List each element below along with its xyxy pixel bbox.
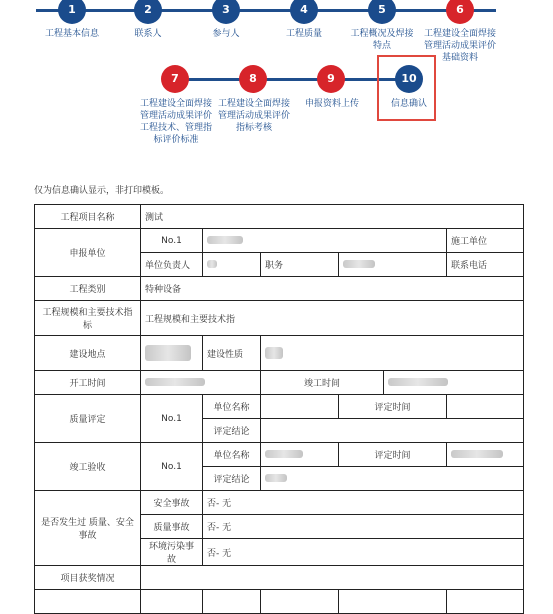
nature-value [261, 336, 524, 371]
row-project-name [35, 205, 524, 229]
step-8-circle: 8 [239, 65, 267, 93]
step-10-label: 信息确认 [390, 99, 427, 109]
category-value: 特种设备 [141, 277, 524, 301]
redacted-acceptance-result [265, 474, 287, 482]
step-2-label: 联系人 [134, 29, 162, 39]
quality-label: 质量评定 [35, 395, 141, 443]
step-1-label: 工程基本信息 [44, 29, 99, 39]
row-acceptance-1 [35, 443, 524, 467]
acceptance-label: 竣工验收 [35, 443, 141, 491]
phone-label: 联系电话 [451, 261, 488, 271]
step-4-circle: 4 [290, 0, 318, 24]
step-3-circle: 3 [212, 0, 240, 24]
row-scale [35, 301, 524, 336]
construction-unit-label: 施工单位 [447, 229, 524, 253]
redacted-nature [265, 347, 283, 359]
unit-leader-label: 单位负责人 [141, 253, 203, 277]
progress-stepper [0, 0, 553, 180]
awards-sub-cell-6 [447, 590, 524, 614]
step-4-label: 工程质量 [285, 29, 322, 39]
step-5-label: 工程概况及焊接特点 [350, 29, 414, 51]
env-accident-value: 否- 无 [203, 539, 524, 566]
quality-eval-time-value [447, 395, 524, 419]
quality-no: No.1 [141, 395, 203, 443]
acceptance-no: No.1 [141, 443, 203, 491]
quality-eval-result-value [261, 419, 524, 443]
quality-eval-result-label: 评定结论 [203, 419, 261, 443]
step-9-label: 申报资料上传 [304, 99, 359, 109]
redacted-leader [207, 260, 217, 268]
redacted-start [145, 378, 205, 386]
acceptance-unit-name-label: 单位名称 [203, 443, 261, 467]
position-value [339, 253, 447, 277]
redacted-position [343, 260, 375, 268]
row-location [35, 336, 524, 371]
location-label: 建设地点 [35, 336, 141, 371]
start-label: 开工时间 [35, 371, 141, 395]
redacted-applicant [207, 236, 243, 244]
acceptance-eval-time-label: 评定时间 [339, 443, 447, 467]
location-value [141, 336, 203, 371]
redacted-acceptance-unit [265, 450, 303, 458]
step-3-label: 参与人 [212, 29, 240, 39]
redacted-complete-time [388, 378, 448, 386]
nature-label: 建设性质 [203, 336, 261, 371]
safety-value: 否- 无 [203, 491, 524, 515]
applicant-name-value [203, 229, 447, 253]
step-5-circle: 5 [368, 0, 396, 24]
quality-accident-value: 否- 无 [203, 515, 524, 539]
row-applicant-1 [35, 229, 524, 253]
incident-label: 是否发生过 质量、安全事故 [35, 491, 141, 566]
row-category [35, 277, 524, 301]
awards-sub-cell-4 [261, 590, 339, 614]
complete-time-label: 竣工时间 [261, 371, 384, 395]
row-quality-1 [35, 395, 524, 419]
step-7-circle: 7 [161, 65, 189, 93]
complete-time-value [384, 371, 524, 395]
redacted-acceptance-time [451, 450, 503, 458]
scale-value: 工程规模和主要技术指 [141, 301, 524, 336]
quality-accident-label: 质量事故 [141, 515, 203, 539]
acceptance-eval-result-label: 评定结论 [203, 467, 261, 491]
step-6-label: 工程建设全面焊接管理活动成果评价基础资料 [424, 29, 497, 63]
row-dates [35, 371, 524, 395]
applicant-label: 申报单位 [35, 229, 141, 277]
step-10-circle: 10 [395, 65, 423, 93]
stepper-line-top [36, 9, 496, 12]
awards-sub-cell-2 [141, 590, 203, 614]
acceptance-unit-name-value [261, 443, 339, 467]
awards-sub-cell-3 [203, 590, 261, 614]
quality-unit-name-value [261, 395, 339, 419]
step-8-label: 工程建设全面焊接管理活动成果评价指标考核 [218, 99, 291, 133]
category-label: 工程类别 [35, 277, 141, 301]
acceptance-eval-time-value [447, 443, 524, 467]
step-1-circle: 1 [58, 0, 86, 24]
redacted-location [145, 345, 191, 361]
start-value [141, 371, 261, 395]
step-9-circle: 9 [317, 65, 345, 93]
scale-label: 工程规模和主要技术指标 [35, 301, 141, 336]
info-note: 仅为信息确认显示，非打印模板。 [34, 186, 170, 196]
applicant-no: No.1 [141, 229, 203, 253]
row-awards-sub [35, 590, 524, 614]
quality-unit-name-label: 单位名称 [203, 395, 261, 419]
awards-sub-cell-5 [339, 590, 447, 614]
awards-value [141, 566, 524, 590]
awards-label: 项目获奖情况 [35, 566, 141, 590]
project-name-label: 工程项目名称 [35, 205, 141, 229]
project-name-value: 测试 [141, 205, 524, 229]
step-7-label: 工程建设全面焊接管理活动成果评价工程技术、管理指标评价标准 [140, 99, 213, 145]
unit-leader-value [203, 253, 261, 277]
env-accident-label: 环境污染事故 [141, 539, 203, 566]
phone-cell [447, 253, 524, 277]
row-awards [35, 566, 524, 590]
row-incident-1 [35, 491, 524, 515]
safety-label: 安全事故 [141, 491, 203, 515]
stepper-line-bottom [165, 78, 405, 81]
info-table [34, 204, 524, 614]
position-label: 职务 [261, 253, 339, 277]
awards-sub-cell-1 [35, 590, 141, 614]
step-6-circle: 6 [446, 0, 474, 24]
acceptance-eval-result-value [261, 467, 524, 491]
step-2-circle: 2 [134, 0, 162, 24]
quality-eval-time-label: 评定时间 [339, 395, 447, 419]
